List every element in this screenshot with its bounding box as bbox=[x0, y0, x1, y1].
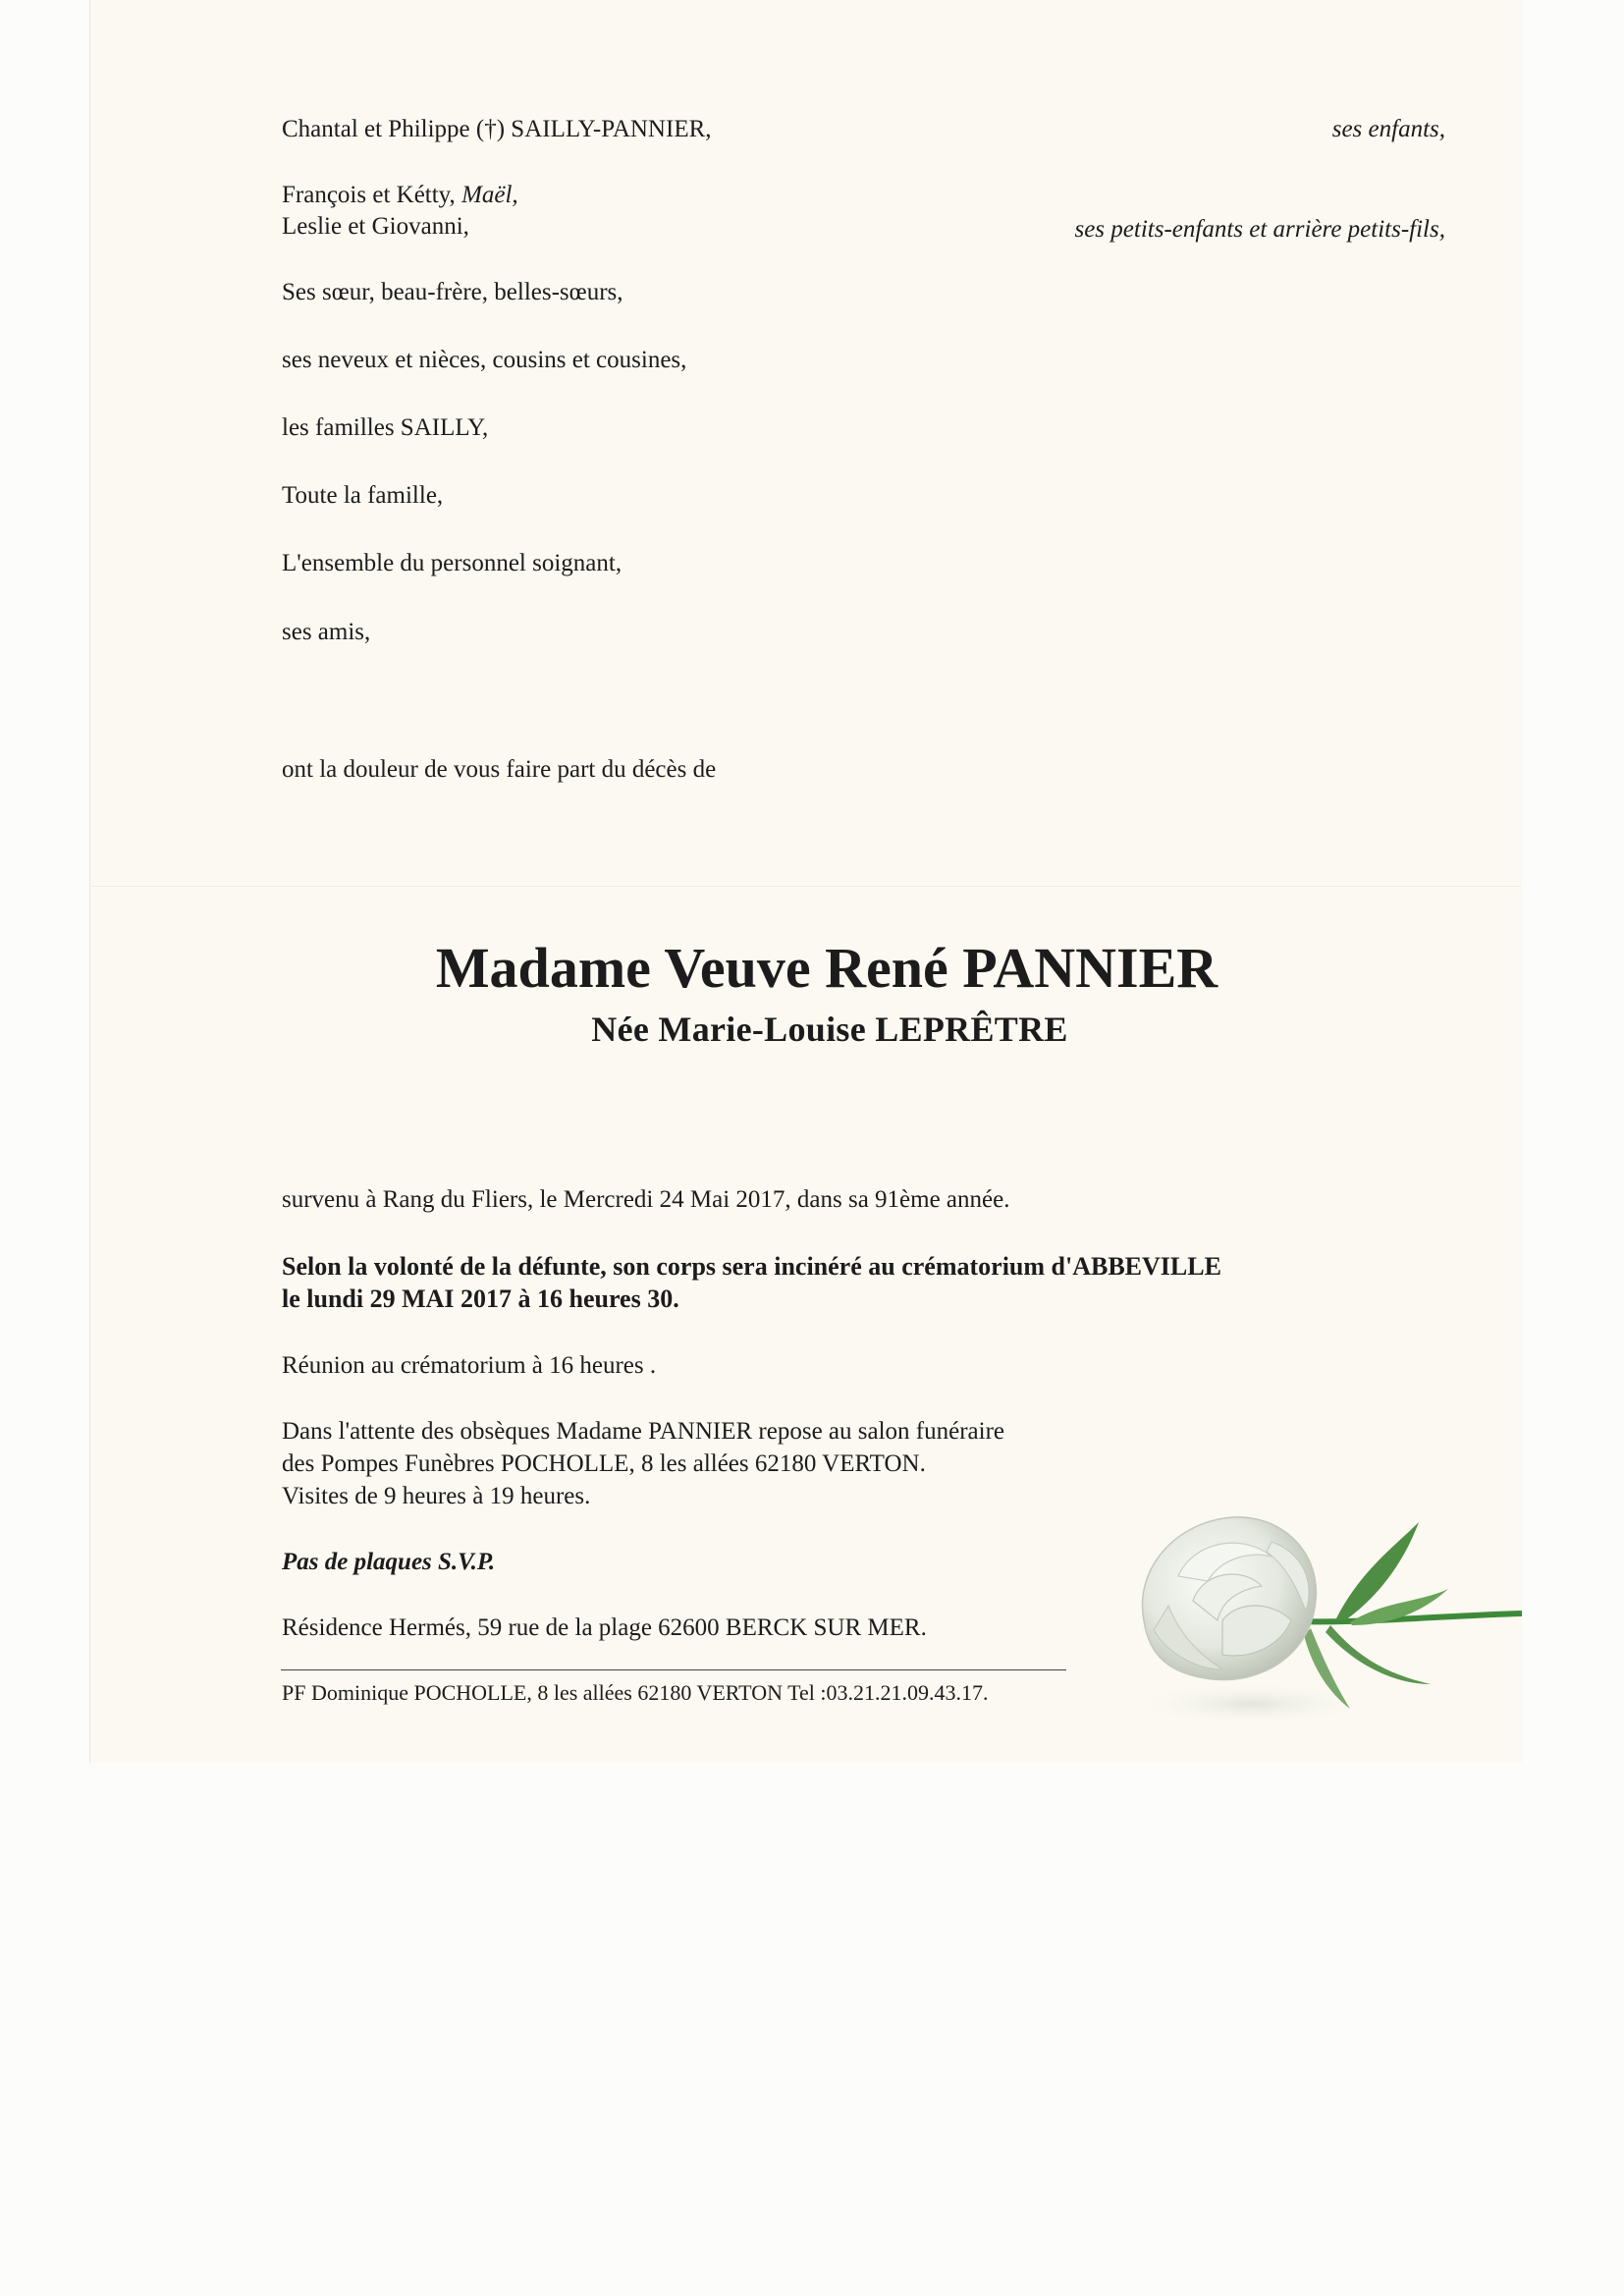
announcement-text: ont la douleur de vous faire part du décès de bbox=[282, 756, 717, 783]
children-label: ses enfants, bbox=[1331, 116, 1445, 142]
great-grandchild-name: Maël, bbox=[461, 182, 518, 208]
grandchildren-line-2: Leslie et Giovanni, bbox=[282, 213, 469, 240]
no-plaques-notice: Pas de plaques S.V.P. bbox=[282, 1549, 496, 1575]
deceased-birth-name: Née Marie-Louise LEPRÊTRE bbox=[591, 1010, 1068, 1049]
residence-address: Résidence Hermés, 59 rue de la plage 62600 BERCK SUR MER. bbox=[282, 1614, 927, 1641]
family-line: ses neveux et nièces, cousins et cousines, bbox=[282, 347, 687, 373]
deceased-name: Madame Veuve René PANNIER bbox=[435, 936, 1218, 1000]
cremation-line-2: le lundi 29 MAI 2017 à 16 heures 30. bbox=[282, 1285, 679, 1313]
family-line: les familles SAILLY, bbox=[282, 414, 489, 441]
family-line: L'ensemble du personnel soignant, bbox=[282, 550, 623, 576]
rest-line-2: des Pompes Funèbres POCHOLLE, 8 les allées 62180 VERTON. bbox=[282, 1450, 926, 1477]
card-fold-line bbox=[89, 886, 1521, 887]
family-line: ses amis, bbox=[282, 619, 371, 645]
meeting-info: Réunion au crématorium à 16 heures . bbox=[282, 1352, 657, 1379]
footer-divider bbox=[281, 1669, 1066, 1670]
white-rose-illustration bbox=[1124, 1483, 1522, 1733]
grandchildren-names-1: François et Kétty, bbox=[282, 182, 462, 208]
family-line: Toute la famille, bbox=[282, 482, 444, 509]
rest-line-3: Visites de 9 heures à 19 heures. bbox=[282, 1483, 591, 1509]
rest-line-1: Dans l'attente des obsèques Madame PANNIER repose au salon funéraire bbox=[282, 1418, 1005, 1445]
cremation-line-1: Selon la volonté de la défunte, son corps sera incinéré au crématorium d'ABBEVILLE bbox=[282, 1252, 1221, 1281]
death-details: survenu à Rang du Fliers, le Mercredi 24 Mai 2017, dans sa 91ème année. bbox=[282, 1186, 1010, 1213]
children-names: Chantal et Philippe (†) SAILLY-PANNIER, bbox=[282, 116, 712, 142]
grandchildren-line-1 bbox=[282, 180, 518, 211]
funeral-home-contact: PF Dominique POCHOLLE, 8 les allées 62180 VERTON Tel :03.21.21.09.43.17. bbox=[282, 1680, 989, 1705]
grandchildren-label: ses petits-enfants et arrière petits-fils, bbox=[1074, 216, 1445, 243]
family-line: Ses sœur, beau-frère, belles-sœurs, bbox=[282, 279, 623, 305]
